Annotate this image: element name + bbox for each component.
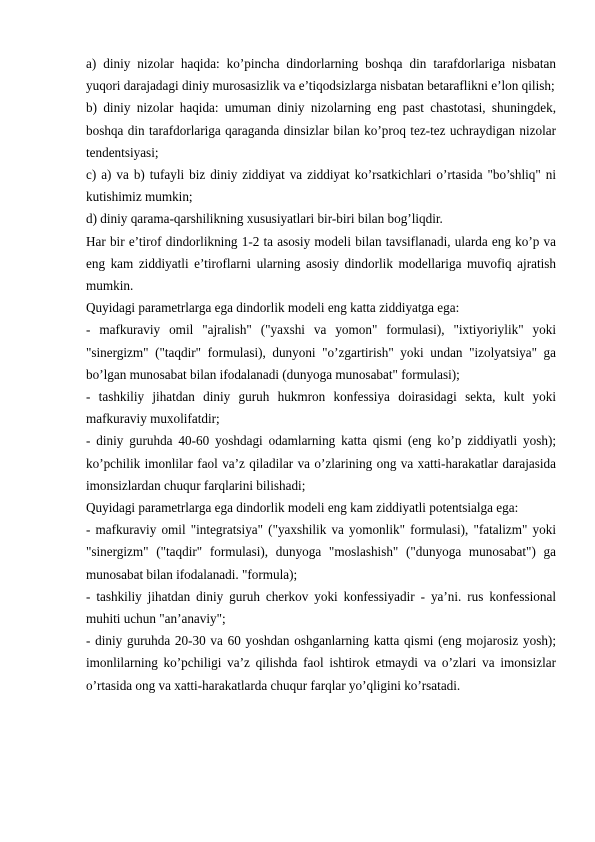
list-item-organizational-2: - tashkiliy jihatdan diniy guruh cherkov yoki konfessiyadir - ya’ni. rus konfessional muhiti uchun "an’anaviy"; [86,588,556,627]
paragraph-confession-models: Har bir e’tirof dindorlikning 1-2 ta asosiy modeli bilan tavsiflanadi, ularda eng ko’p va eng kam ziddiyatli e’tiroflarni ularning asosiy dindorlik modellariga muvofiq ajratish mumkin. [86,233,556,294]
list-item-age-group-1: - diniy guruhda 40-60 yoshdagi odamlarning katta qismi (eng ko’p ziddiyatli yosh); ko’pchilik imonlilar faol va’z qiladilar va o’zlarining ong va xatti-harakatlar darajasida imonsizlardan chuqur farqlarini bilishadi; [86,433,556,493]
list-item-ideological-factor-1: - mafkuraviy omil "ajralish" ("yaxshi va yomon" formulasi), "ixtiyoriylik" yoki "sinergizm" ("taqdir" formulasi), dunyoni "o’zgartirish" yoki undan "izolyatsiya" ga bo’lgan munosabat bilan ifodalanadi (dunyoga munosabat" formulasi); [86,322,556,382]
list-item-ideological-factor-2: - mafkuraviy omil "integratsiya" ("yaxshilik va yomonlik" formulasi), "fatalizm" yoki "sinergizm" ("taqdir" formulasi), dunyoga "moslashish" ("dunyoga munosabat") ga munosabat bilan ifodalanadi. "formula); [86,522,556,582]
paragraph-b-religious-conflicts: b) diniy nizolar haqida: umuman diniy nizolarning eng past chastotasi, shuningdek, boshqa din tarafdorlariga qaraganda dinsizlar bilan ko’proq tez-tez uchraydigan nizolar tendentsiyasi; [86,100,556,160]
paragraph-c-gap: c) a) va b) tufayli biz diniy ziddiyat va ziddiyat ko’rsatkichlari o’rtasida "bo’shliq" ni kutishimiz mumkin; [86,167,556,205]
list-item-age-group-2: - diniy guruhda 20-30 va 60 yoshdan oshganlarning katta qismi (eng mojarosiz yosh); imonlilarning ko’pchiligi va’z qilishda faol ishtirok etmaydi va o’zlari va imonsizlar o’rtasida ong va xatti-harakatlarda chuqur farqlar yo’qligini ko’rsatadi. [86,633,556,693]
paragraph-d-features: d) diniy qarama-qarshilikning xususiyatlari bir-biri bilan bog’liqdir. [86,211,443,227]
paragraph-most-conflict-heading: Quyidagi parametrlarga ega dindorlik modeli eng katta ziddiyatga ega: [86,300,460,316]
paragraph-a-religious-conflicts: a) diniy nizolar haqida: ko’pincha dindorlarning boshqa din tarafdorlariga nisbatan yuqori darajadagi diniy murosasizlik va e’tiqodsizlarga nisbatan betaraflikni e’lon qilish; [86,56,556,94]
paragraph-least-conflict-heading: Quyidagi parametrlarga ega dindorlik modeli eng kam ziddiyatli potentsialga ega: [86,500,519,516]
document-page [86,53,556,697]
list-item-organizational-1: - tashkiliy jihatdan diniy guruh hukmron konfessiya doirasidagi sekta, kult yoki mafkuraviy muxolifatdir; [86,389,556,427]
